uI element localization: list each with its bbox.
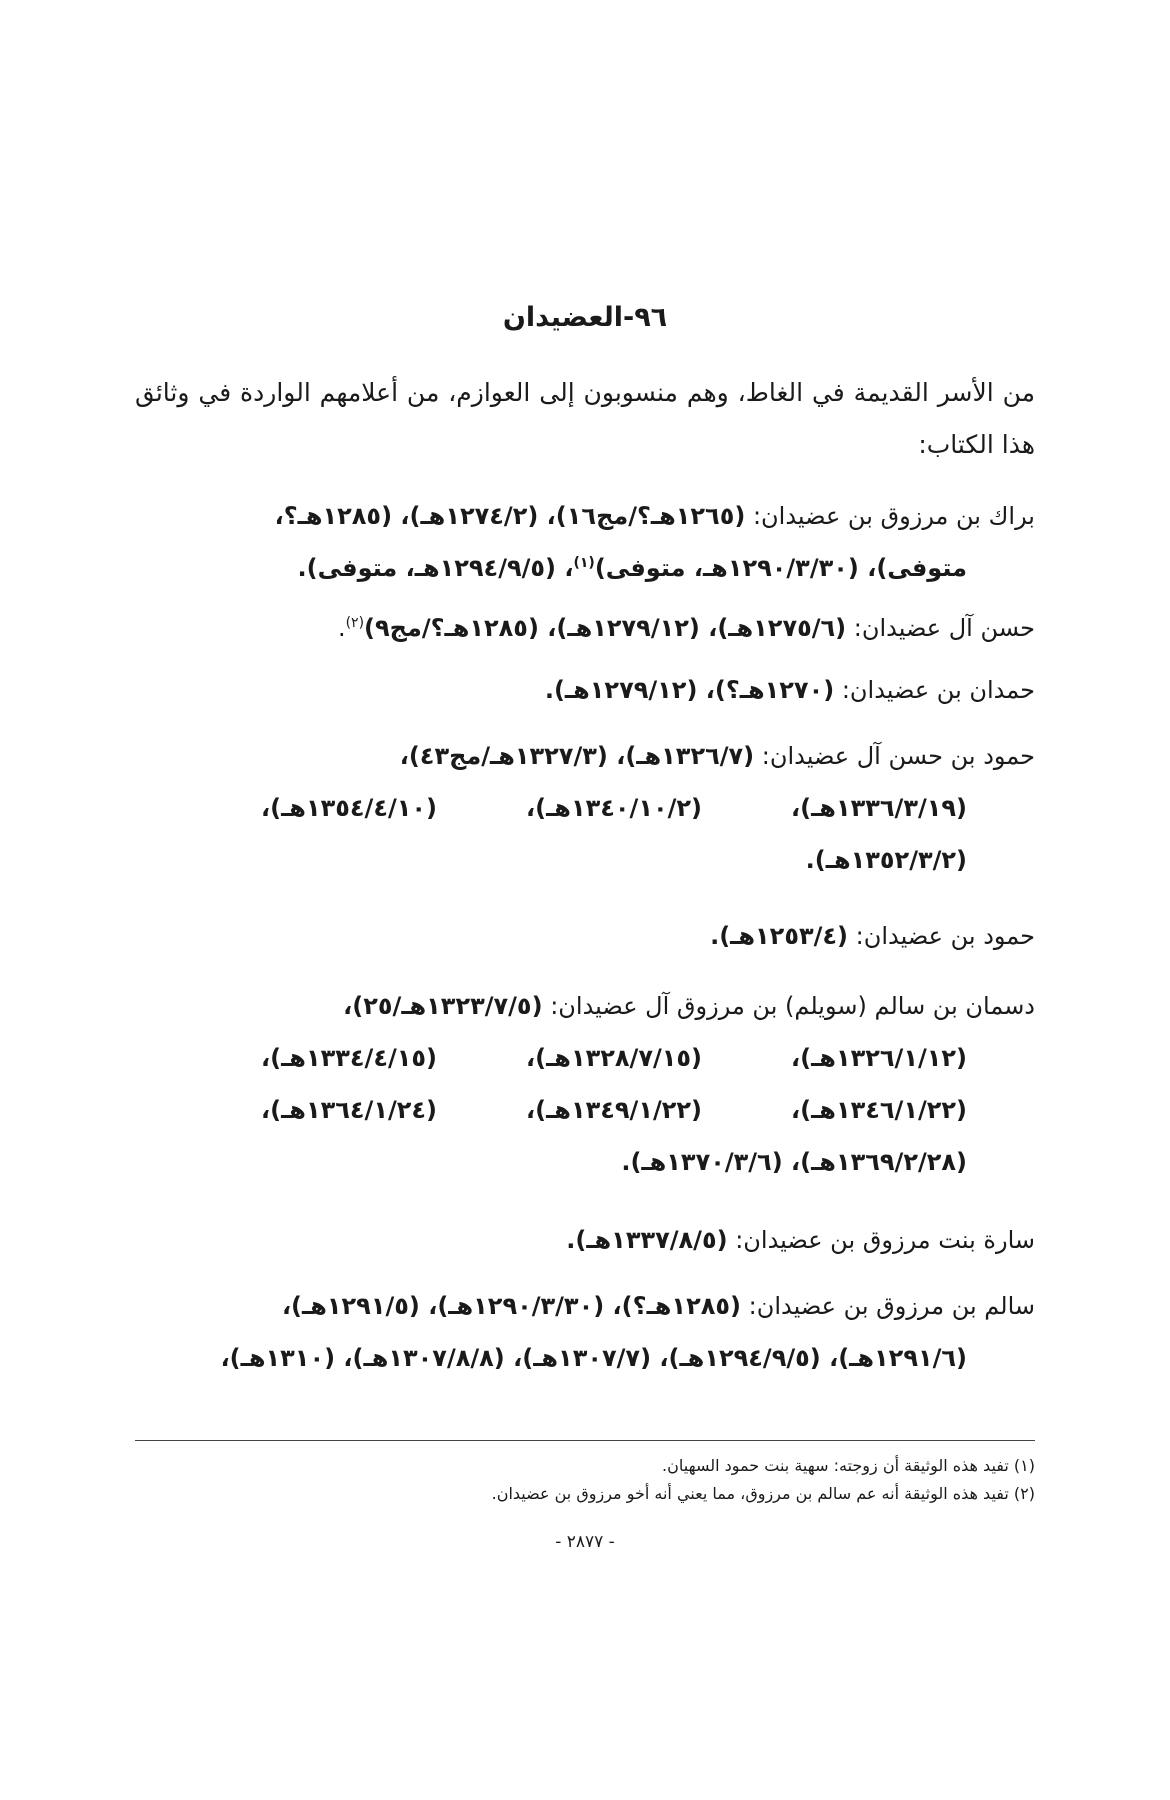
date-cell: (١٣٤٦/١/٢٢هـ)، xyxy=(791,1096,967,1124)
entry-dates: (١٣٢٦/٧هـ)، (١٣٢٧/٣هـ/مج٤٣)، xyxy=(399,742,755,770)
entry-hamoud-bin-hasan xyxy=(135,730,1035,886)
entry-salem xyxy=(135,1280,1035,1384)
entry-dates: (١٢٥٣/٤هـ). xyxy=(710,922,848,950)
date-cell: (١٣٣٦/٣/١٩هـ)، xyxy=(791,794,967,822)
entry-sara xyxy=(135,1214,1035,1266)
entry-dates-continued xyxy=(135,542,1035,594)
entry-hamdan xyxy=(135,664,1035,716)
footnote-ref: (١) xyxy=(573,555,595,571)
page-number: - ٢٨٧٧ - xyxy=(555,1532,615,1552)
date-cell: (١٣٢٨/٧/١٥هـ)، xyxy=(526,1044,702,1072)
entry-name: سالم بن مرزوق بن عضيدان: xyxy=(748,1292,1035,1320)
entry-name: حسن آل عضيدان: xyxy=(853,614,1035,642)
entry-dates: (١٣٣٧/٨/٥هـ). xyxy=(566,1226,728,1254)
entry-name: دسمان بن سالم (سويلم) بن مرزوق آل عضيدان: xyxy=(550,992,1035,1020)
date-cell: (١٣٣٤/٤/١٥هـ)، xyxy=(261,1044,437,1072)
section-title: ٩٦-العضيدان xyxy=(502,302,668,333)
date-cell: (١٣٤٠/١٠/٢هـ)، xyxy=(526,794,702,822)
entry-dates-grid xyxy=(135,782,1035,886)
footnote-ref: (٢) xyxy=(345,615,365,631)
entry-tail: . xyxy=(337,614,346,642)
entry-dates-part: متوفى)، (١٢٩٠/٣/٣٠هـ، متوفى) xyxy=(594,554,967,582)
intro-paragraph: من الأسر القديمة في الغاط، وهم منسوبون إلى العوازم، من أعلامهم الواردة في وثائق هذا الكتاب: xyxy=(135,378,1035,459)
entry-dates: (١٢٨٥هـ؟)، (١٢٩٠/٣/٣٠هـ)، (١٢٩١/٥هـ)، xyxy=(281,1292,741,1320)
date-cell: (١٣٥٤/٤/١٠هـ)، xyxy=(261,794,437,822)
date-cell: (١٣٦٤/١/٢٤هـ)، xyxy=(261,1096,437,1124)
footnotes xyxy=(135,1452,1035,1508)
date-cell: (١٣٤٩/١/٢٢هـ)، xyxy=(526,1096,702,1124)
date-cell: (١٣٢٦/١/١٢هـ)، xyxy=(791,1044,967,1072)
entry-name: حمدان بن عضيدان: xyxy=(841,676,1035,704)
footnote-2: (٢) تفيد هذه الوثيقة أنه عم سالم بن مرزوق، مما يعني أنه أخو مرزوق بن عضيدان. xyxy=(491,1484,1035,1503)
date-cell: (١٣٦٩/٢/٢٨هـ)، (١٣٧٠/٣/٦هـ). xyxy=(621,1148,967,1176)
entry-hamoud-bin-odaidan xyxy=(135,910,1035,962)
entry-dates: (١٢٦٥هـ؟/مج١٦)، (١٢٧٤/٢هـ)، (١٢٨٥هـ؟، xyxy=(274,502,746,530)
date-cell: (١٣٥٢/٣/٢هـ). xyxy=(805,846,967,874)
entry-dates: (١٢٧٠هـ؟)، (١٢٧٩/١٢هـ). xyxy=(544,676,835,704)
entry-name: حمود بن حسن آل عضيدان: xyxy=(761,742,1035,770)
entry-dates-grid xyxy=(135,1032,1035,1188)
entry-dates: (١٢٧٥/٦هـ)، (١٢٧٩/١٢هـ)، (١٢٨٥هـ؟/مج٩) xyxy=(364,614,847,642)
entry-dasman xyxy=(135,980,1035,1188)
entry-hasan xyxy=(135,602,1035,654)
entry-name: براك بن مرزوق بن عضيدان: xyxy=(752,502,1035,530)
footnote-divider xyxy=(135,1440,1035,1441)
entry-dates: (١٣٢٣/٧/٥هـ/٢٥)، xyxy=(343,992,543,1020)
entry-name: سارة بنت مرزوق بن عضيدان: xyxy=(735,1226,1035,1254)
entry-dates-part: ، (١٢٩٤/٩/٥هـ، متوفى). xyxy=(297,554,574,582)
entry-barrak xyxy=(135,490,1035,594)
entry-dates-continued: (١٢٩١/٦هـ)، (١٢٩٤/٩/٥هـ)، (١٣٠٧/٧هـ)، (١٣٠٧/٨/٨هـ)، (١٣١٠هـ)، xyxy=(220,1344,967,1372)
footnote-1: (١) تفيد هذه الوثيقة أن زوجته: سهية بنت حمود السهيان. xyxy=(662,1456,1035,1475)
entry-name: حمود بن عضيدان: xyxy=(855,922,1035,950)
